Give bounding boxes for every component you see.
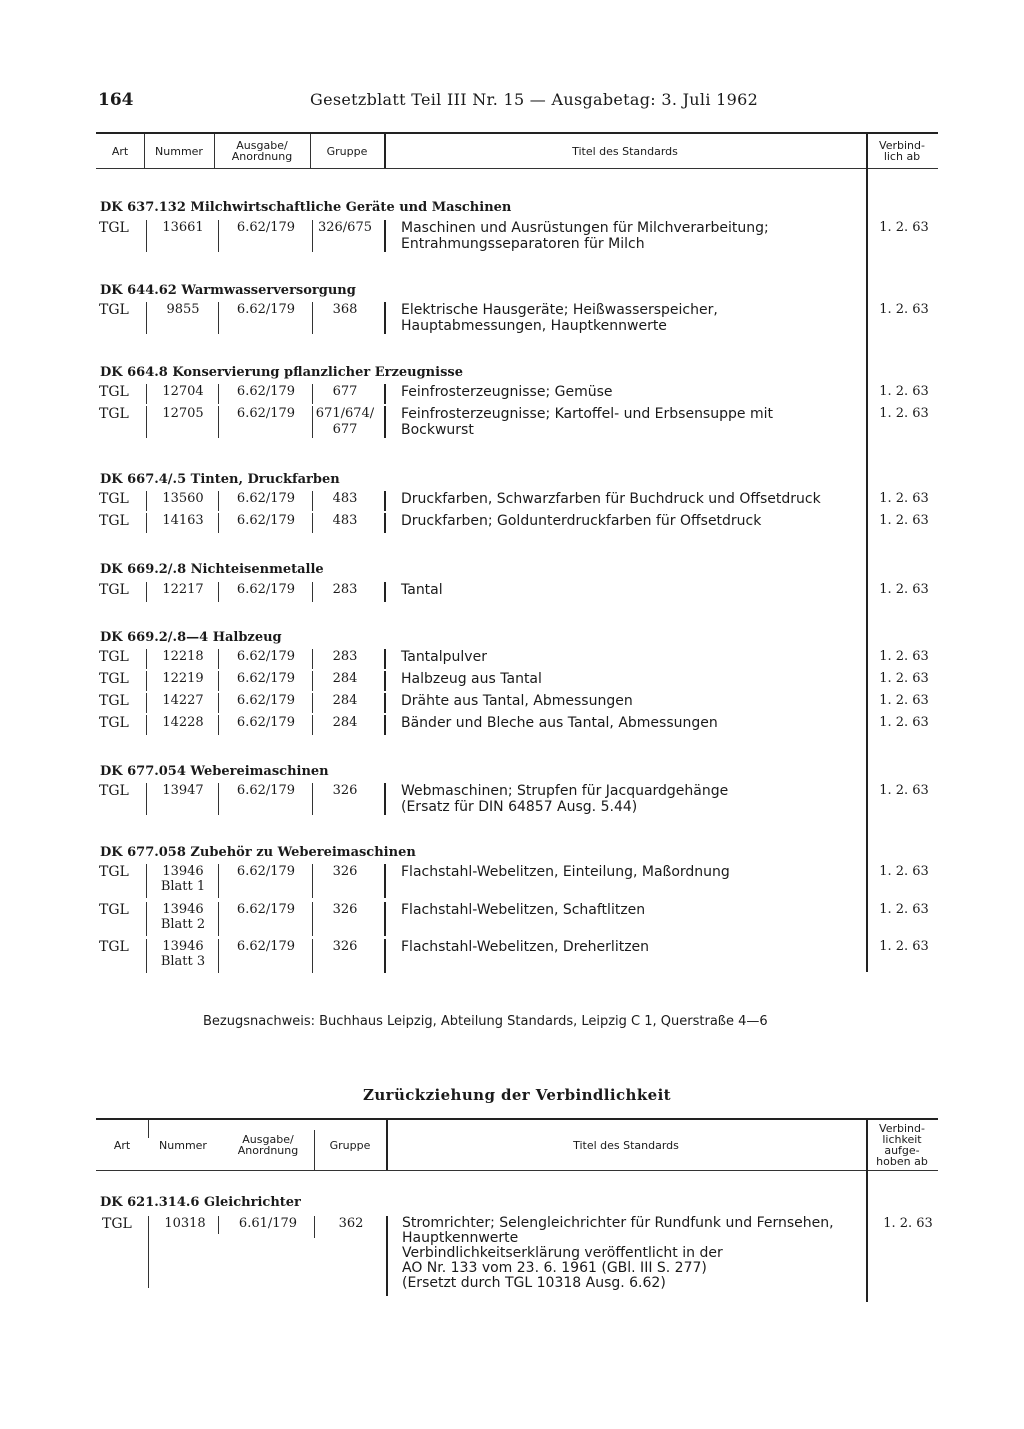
- col-ausgabe: Ausgabe/ Anordnung: [237, 1133, 299, 1157]
- cell-gruppe: 368: [332, 302, 358, 317]
- cell-titel: Druckfarben; Goldunterdruckfarben für Offsetdruck: [401, 513, 762, 529]
- page-number: 164: [98, 90, 134, 110]
- table-row: [96, 491, 938, 511]
- cell-ausgabe: 6.62/179: [236, 491, 296, 506]
- col-verbindlich: Verbind- lichkeit aufge- hoben ab: [876, 1122, 928, 1168]
- cell-art: TGL: [99, 649, 129, 665]
- col-art: Art: [111, 144, 129, 158]
- cell-verbindlich: 1. 2. 63: [879, 582, 929, 597]
- cell-nummer: 10318: [164, 1216, 206, 1231]
- col-ausgabe: Ausgabe/ Anordnung: [231, 139, 293, 163]
- cell-nummer: 12704: [162, 384, 204, 399]
- table-row: [96, 1216, 938, 1296]
- cell-titel: Feinfrosterzeugnisse; Gemüse: [401, 384, 613, 400]
- cell-gruppe: 284: [332, 671, 358, 686]
- table-row: [96, 783, 938, 815]
- cell-titel: Flachstahl-Webelitzen, Einteilung, Maßordnung: [401, 864, 730, 880]
- cell-verbindlich: 1. 2. 63: [879, 302, 929, 317]
- cell-verbindlich: 1. 2. 63: [879, 902, 929, 917]
- cell-titel: Druckfarben, Schwarzfarben für Buchdruck und Offsetdruck: [401, 491, 821, 507]
- cell-ausgabe: 6.62/179: [236, 715, 296, 730]
- cell-gruppe: 677: [332, 384, 358, 399]
- cell-gruppe: 283: [332, 649, 358, 664]
- cell-nummer: 14163: [162, 513, 204, 528]
- cell-titel: Bänder und Bleche aus Tantal, Abmessungen: [401, 715, 718, 731]
- section-heading: DK 677.054 Webereimaschinen: [100, 764, 329, 779]
- cell-verbindlich: 1. 2. 63: [879, 693, 929, 708]
- section-heading: DK 667.4/.5 Tinten, Druckfarben: [100, 472, 340, 487]
- cell-gruppe: 284: [332, 693, 358, 708]
- cell-titel: Tantalpulver: [401, 649, 487, 665]
- cell-gruppe: 483: [332, 513, 358, 528]
- cell-nummer: 13946 Blatt 2: [160, 902, 206, 932]
- table-row: [96, 406, 938, 438]
- cell-ausgabe: 6.62/179: [236, 406, 296, 421]
- cell-ausgabe: 6.62/179: [236, 783, 296, 798]
- section-heading: DK 669.2/.8—4 Halbzeug: [100, 630, 282, 645]
- cell-gruppe: 362: [338, 1216, 364, 1231]
- cell-art: TGL: [99, 302, 129, 318]
- cell-art: TGL: [99, 783, 129, 799]
- cell-verbindlich: 1. 2. 63: [879, 649, 929, 664]
- table-row: [96, 864, 938, 898]
- cell-ausgabe: 6.62/179: [236, 384, 296, 399]
- table-row: [96, 582, 938, 602]
- cell-ausgabe: 6.62/179: [236, 864, 296, 879]
- cell-gruppe: 483: [332, 491, 358, 506]
- withdrawal-table: [96, 1118, 938, 1302]
- section-heading: DK 644.62 Warmwasserversorgung: [100, 283, 356, 298]
- cell-art: TGL: [99, 406, 129, 422]
- cell-ausgabe: 6.62/179: [236, 671, 296, 686]
- table-row: [96, 649, 938, 669]
- cell-titel: Flachstahl-Webelitzen, Dreherlitzen: [401, 939, 650, 955]
- cell-gruppe: 326: [332, 902, 358, 917]
- cell-nummer: 13661: [162, 220, 204, 235]
- cell-nummer: 12218: [162, 649, 204, 664]
- cell-verbindlich: 1. 2. 63: [879, 220, 929, 235]
- cell-titel: Halbzeug aus Tantal: [401, 671, 542, 687]
- cell-titel: Flachstahl-Webelitzen, Schaftlitzen: [401, 902, 646, 918]
- cell-titel: Feinfrosterzeugnisse; Kartoffel- und Erbsensuppe mit Bockwurst: [401, 406, 773, 438]
- cell-gruppe: 283: [332, 582, 358, 597]
- cell-nummer: 12219: [162, 671, 204, 686]
- cell-art: TGL: [99, 939, 129, 955]
- cell-nummer: 12705: [162, 406, 204, 421]
- cell-verbindlich: 1. 2. 63: [879, 783, 929, 798]
- cell-titel: Webmaschinen; Strupfen für Jacquardgehänge (Ersatz für DIN 64857 Ausg. 5.44): [401, 783, 729, 815]
- section-heading: DK 669.2/.8 Nichteisenmetalle: [100, 562, 324, 577]
- section-heading: DK 637.132 Milchwirtschaftliche Geräte und Maschinen: [100, 200, 512, 215]
- cell-gruppe: 671/674/ 677: [315, 406, 375, 437]
- cell-gruppe: 326/675: [317, 220, 372, 235]
- cell-verbindlich: 1. 2. 63: [879, 939, 929, 954]
- cell-verbindlich: 1. 2. 63: [883, 1216, 933, 1231]
- table-row: [96, 384, 938, 404]
- col-titel: Titel des Standards: [572, 144, 678, 158]
- cell-titel: Tantal: [401, 582, 443, 598]
- cell-titel: Stromrichter; Selengleichrichter für Rundfunk und Fernsehen, Hauptkennwerte Verbindlichkeitserklärung veröffentlicht in der AO Nr. 133 vom 23. 6. 1961 (GBl. III S. 277) (Ersetzt durch TGL 10318 Ausg. 6.62): [402, 1215, 834, 1291]
- section-heading: DK 677.058 Zubehör zu Webereimaschinen: [100, 845, 416, 860]
- cell-titel: Drähte aus Tantal, Abmessungen: [401, 693, 633, 709]
- cell-art: TGL: [99, 220, 129, 236]
- cell-titel: Maschinen und Ausrüstungen für Milchverarbeitung; Entrahmungsseparatoren für Milch: [401, 220, 769, 252]
- cell-ausgabe: 6.62/179: [236, 939, 296, 954]
- col-titel: Titel des Standards: [573, 1138, 679, 1152]
- running-title: Gesetzblatt Teil III Nr. 15 — Ausgabetag: 3. Juli 1962: [310, 90, 759, 109]
- cell-art: TGL: [102, 1216, 132, 1232]
- cell-art: TGL: [99, 693, 129, 709]
- cell-verbindlich: 1. 2. 63: [879, 406, 929, 421]
- col-nummer: Nummer: [159, 1138, 207, 1152]
- table-row: [96, 302, 938, 334]
- cell-verbindlich: 1. 2. 63: [879, 384, 929, 399]
- col-gruppe: Gruppe: [326, 144, 368, 158]
- cell-verbindlich: 1. 2. 63: [879, 491, 929, 506]
- table-row: [96, 939, 938, 973]
- withdrawal-heading: Zurückziehung der Verbindlichkeit: [362, 1086, 672, 1104]
- cell-gruppe: 326: [332, 864, 358, 879]
- cell-gruppe: 284: [332, 715, 358, 730]
- table-row: [96, 671, 938, 691]
- cell-nummer: 14227: [162, 693, 204, 708]
- cell-ausgabe: 6.61/179: [238, 1216, 298, 1231]
- cell-verbindlich: 1. 2. 63: [879, 864, 929, 879]
- cell-ausgabe: 6.62/179: [236, 649, 296, 664]
- section-heading: DK 664.8 Konservierung pflanzlicher Erzeugnisse: [100, 365, 463, 380]
- cell-nummer: 13947: [162, 783, 204, 798]
- bezugsnachweis: Bezugsnachweis: Buchhaus Leipzig, Abteilung Standards, Leipzig C 1, Querstraße 4—6: [203, 1014, 768, 1029]
- cell-ausgabe: 6.62/179: [236, 220, 296, 235]
- cell-nummer: 12217: [162, 582, 204, 597]
- col-gruppe: Gruppe: [329, 1138, 371, 1152]
- table-row: [96, 513, 938, 533]
- table-row: [96, 902, 938, 936]
- cell-art: TGL: [99, 513, 129, 529]
- cell-ausgabe: 6.62/179: [236, 302, 296, 317]
- table-header: [96, 1118, 938, 1171]
- section-heading: DK 621.314.6 Gleichrichter: [100, 1195, 301, 1210]
- cell-art: TGL: [99, 491, 129, 507]
- col-art: Art: [113, 1138, 131, 1152]
- cell-nummer: 13946 Blatt 1: [160, 864, 206, 894]
- standards-table: [96, 132, 938, 972]
- cell-ausgabe: 6.62/179: [236, 513, 296, 528]
- cell-art: TGL: [99, 671, 129, 687]
- cell-gruppe: 326: [332, 939, 358, 954]
- cell-nummer: 14228: [162, 715, 204, 730]
- cell-nummer: 13560: [162, 491, 204, 506]
- cell-gruppe: 326: [332, 783, 358, 798]
- cell-nummer: 13946 Blatt 3: [160, 939, 206, 969]
- cell-art: TGL: [99, 582, 129, 598]
- cell-ausgabe: 6.62/179: [236, 693, 296, 708]
- cell-nummer: 9855: [166, 302, 200, 317]
- table-row: [96, 693, 938, 713]
- table-header: [96, 132, 938, 169]
- cell-art: TGL: [99, 864, 129, 880]
- cell-verbindlich: 1. 2. 63: [879, 671, 929, 686]
- cell-art: TGL: [99, 715, 129, 731]
- cell-art: TGL: [99, 384, 129, 400]
- col-verbindlich: Verbind- lich ab: [879, 139, 925, 163]
- cell-titel: Elektrische Hausgeräte; Heißwasserspeicher, Hauptabmessungen, Hauptkennwerte: [401, 302, 718, 334]
- table-row: [96, 220, 938, 252]
- cell-verbindlich: 1. 2. 63: [879, 715, 929, 730]
- cell-verbindlich: 1. 2. 63: [879, 513, 929, 528]
- cell-art: TGL: [99, 902, 129, 918]
- cell-ausgabe: 6.62/179: [236, 582, 296, 597]
- cell-ausgabe: 6.62/179: [236, 902, 296, 917]
- col-nummer: Nummer: [155, 144, 203, 158]
- table-row: [96, 715, 938, 735]
